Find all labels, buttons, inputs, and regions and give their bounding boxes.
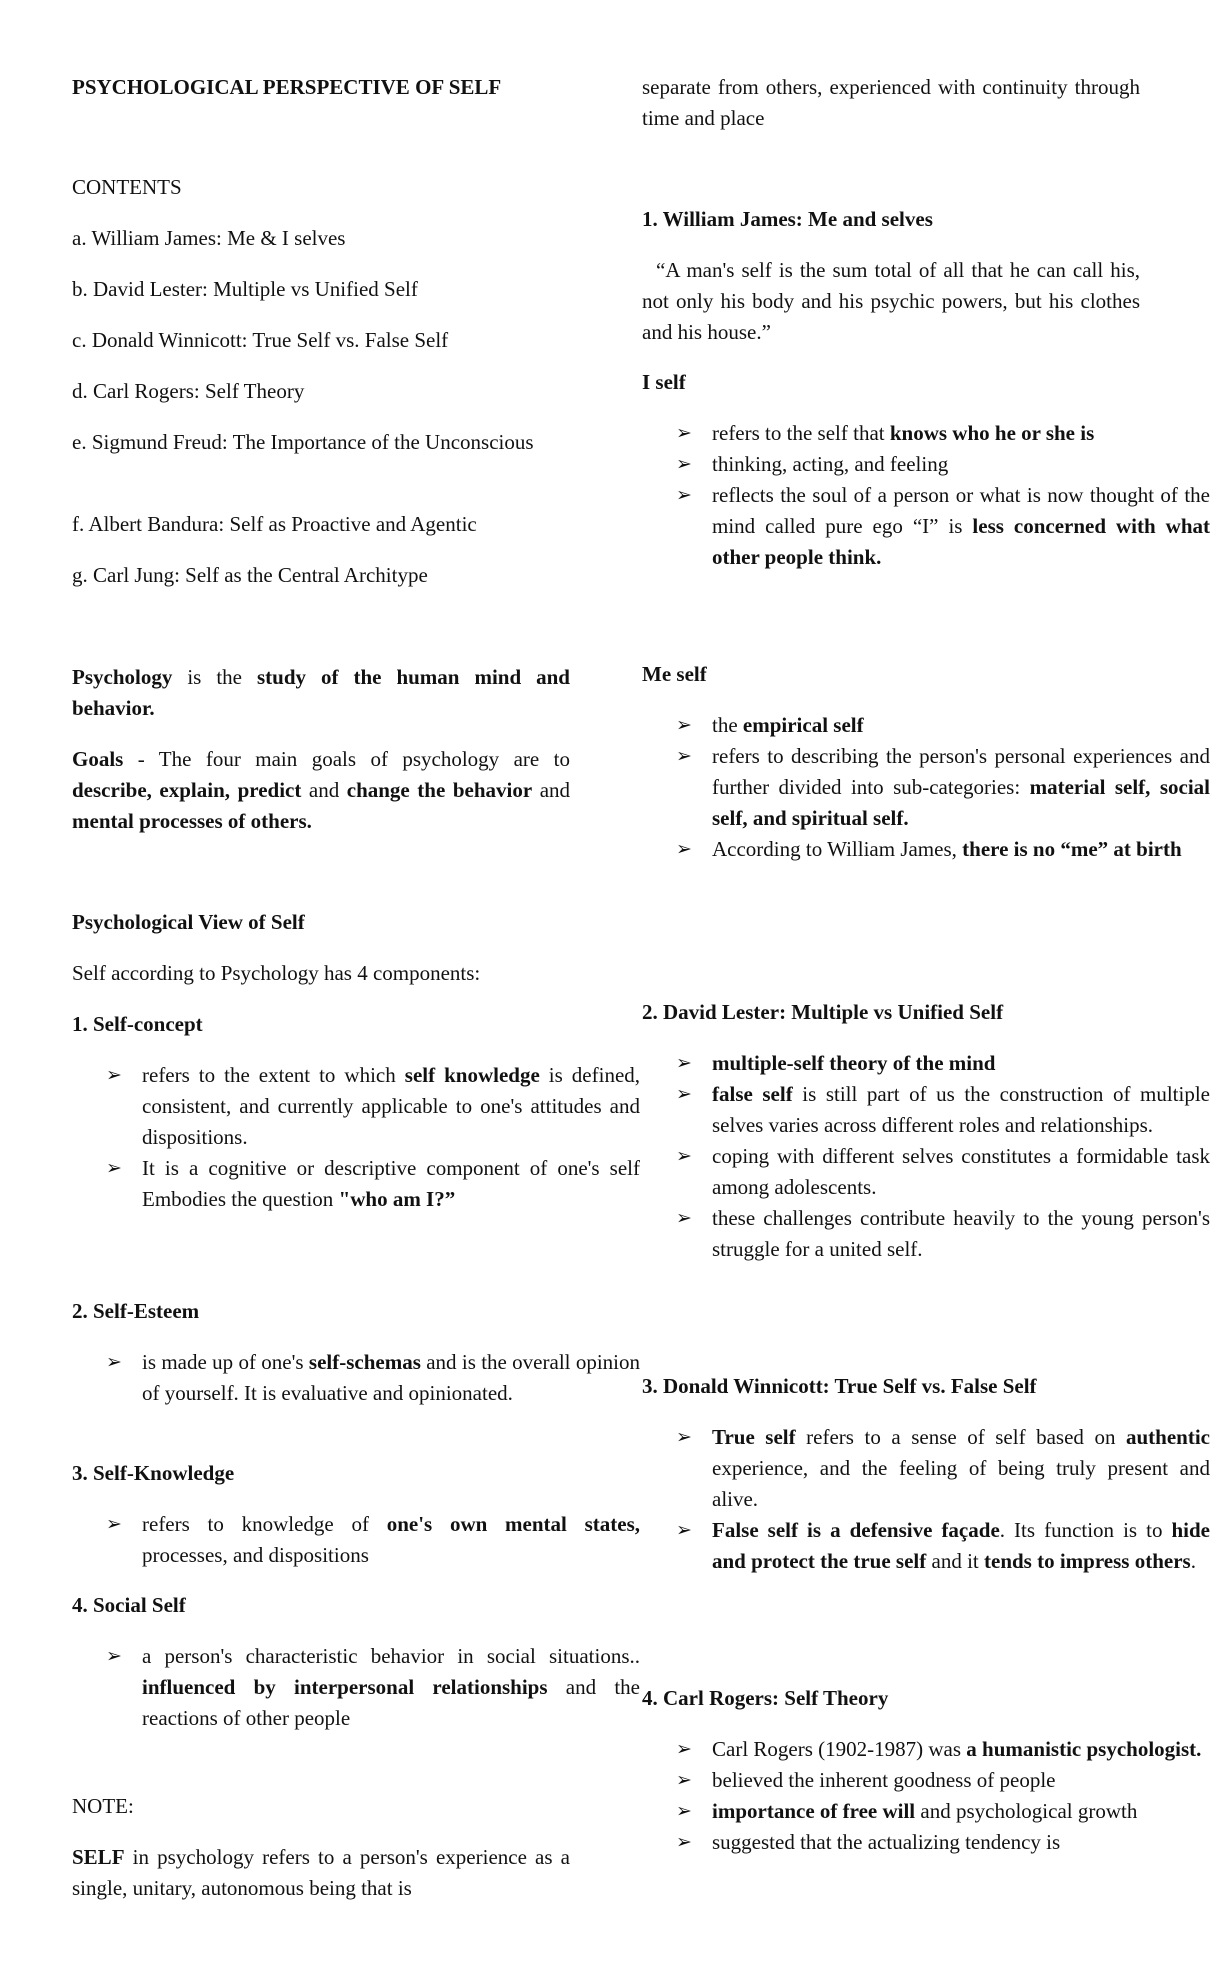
- arrow-bullet-icon: ➢: [676, 1831, 692, 1853]
- list-item: ➢ thinking, acting, and feeling: [712, 449, 1210, 480]
- subsection-heading: 1. Self-concept: [72, 1012, 203, 1036]
- list-item: ➢ According to William James, there is no “me” at birth: [712, 834, 1210, 865]
- arrow-bullet-icon: ➢: [676, 1738, 692, 1760]
- list-item: ➢ refers to knowledge of one's own mental states, processes, and dispositions: [142, 1509, 640, 1571]
- arrow-bullet-icon: ➢: [676, 714, 692, 736]
- contents-item: b. David Lester: Multiple vs Unified Self: [72, 277, 418, 301]
- arrow-bullet-icon: ➢: [676, 484, 692, 506]
- list-item: ➢ suggested that the actualizing tendency is: [712, 1827, 1210, 1858]
- list-item: ➢ Carl Rogers (1902-1987) was a humanistic psychologist.: [712, 1734, 1210, 1765]
- list-item: ➢ these challenges contribute heavily to the young person's struggle for a united self.: [712, 1203, 1210, 1265]
- subsection-heading: 4. Social Self: [72, 1593, 186, 1617]
- psychology-definition: Psychology is the study of the human mind and behavior.: [72, 665, 570, 720]
- arrow-bullet-icon: ➢: [106, 1157, 122, 1179]
- subsection-heading: Me self: [642, 662, 707, 686]
- arrow-bullet-icon: ➢: [676, 1800, 692, 1822]
- arrow-bullet-icon: ➢: [676, 1207, 692, 1229]
- list-item: ➢ It is a cognitive or descriptive component of one's self Embodies the question "who am I?”: [142, 1153, 640, 1215]
- arrow-bullet-icon: ➢: [676, 1519, 692, 1541]
- list-item: ➢ is made up of one's self-schemas and is the overall opinion of yourself. It is evaluative and opinionated.: [142, 1347, 640, 1409]
- bullet-list: [642, 710, 1210, 865]
- bullet-list: [72, 1060, 640, 1215]
- list-item: ➢ refers to describing the person's personal experiences and further divided into sub-categories: material self, social self, and spiritual self.: [712, 741, 1210, 834]
- arrow-bullet-icon: ➢: [106, 1064, 122, 1086]
- bullet-list: [72, 1509, 640, 1571]
- list-item: ➢ refers to the extent to which self knowledge is defined, consistent, and currently applicable to one's attitudes and dispositions.: [142, 1060, 640, 1153]
- psychology-goals: Goals - The four main goals of psychology are to describe, explain, predict and change the behavior and mental processes of others.: [72, 747, 571, 833]
- subsection-heading: 2. Self-Esteem: [72, 1299, 200, 1323]
- subsection-heading: I self: [642, 370, 686, 394]
- list-item: ➢ True self refers to a sense of self based on authentic experience, and the feeling of being truly present and alive.: [712, 1422, 1210, 1515]
- subsection-heading: 3. Self-Knowledge: [72, 1461, 235, 1485]
- contents-item: a. William James: Me & I selves: [72, 226, 346, 250]
- contents-item: e. Sigmund Freud: The Importance of the Unconscious: [72, 430, 534, 454]
- contents-item: f. Albert Bandura: Self as Proactive and Agentic: [72, 512, 477, 536]
- bullet-list: [642, 1048, 1210, 1265]
- william-james-quote: “A man's self is the sum total of all that he can call his, not only his body and his psychic powers, but his clothes and his house.”: [642, 258, 1140, 344]
- note-label: NOTE:: [72, 1794, 134, 1818]
- arrow-bullet-icon: ➢: [676, 1052, 692, 1074]
- list-item: ➢ coping with different selves constitutes a formidable task among adolescents.: [712, 1141, 1210, 1203]
- list-item: ➢ multiple-self theory of the mind: [712, 1048, 1210, 1079]
- paragraph: Self according to Psychology has 4 components:: [72, 961, 481, 985]
- continued-text: separate from others, experienced with continuity through time and place: [642, 75, 1140, 130]
- arrow-bullet-icon: ➢: [676, 745, 692, 767]
- contents-item: d. Carl Rogers: Self Theory: [72, 379, 305, 403]
- arrow-bullet-icon: ➢: [106, 1645, 122, 1667]
- arrow-bullet-icon: ➢: [106, 1351, 122, 1373]
- arrow-bullet-icon: ➢: [676, 422, 692, 444]
- contents-item: c. Donald Winnicott: True Self vs. False Self: [72, 328, 449, 352]
- bullet-list: [72, 1641, 640, 1734]
- arrow-bullet-icon: ➢: [676, 1426, 692, 1448]
- list-item: ➢ refers to the self that knows who he or she is: [712, 418, 1210, 449]
- arrow-bullet-icon: ➢: [106, 1513, 122, 1535]
- arrow-bullet-icon: ➢: [676, 1145, 692, 1167]
- list-item: ➢ reflects the soul of a person or what is now thought of the mind called pure ego “I” is less concerned with what other people think.: [712, 480, 1210, 573]
- document-title: PSYCHOLOGICAL PERSPECTIVE OF SELF: [72, 75, 502, 99]
- arrow-bullet-icon: ➢: [676, 1083, 692, 1105]
- arrow-bullet-icon: ➢: [676, 453, 692, 475]
- section-heading: Psychological View of Self: [72, 910, 305, 934]
- note-text: SELF in psychology refers to a person's experience as a single, unitary, autonomous being that is: [72, 1845, 570, 1900]
- arrow-bullet-icon: ➢: [676, 1769, 692, 1791]
- section-heading: 3. Donald Winnicott: True Self vs. False Self: [642, 1374, 1037, 1398]
- list-item: ➢ the empirical self: [712, 710, 1210, 741]
- section-heading: 4. Carl Rogers: Self Theory: [642, 1686, 889, 1710]
- contents-item: g. Carl Jung: Self as the Central Architype: [72, 563, 428, 587]
- bullet-list: [72, 1347, 640, 1409]
- bullet-list: [642, 1734, 1210, 1858]
- section-heading: 2. David Lester: Multiple vs Unified Self: [642, 1000, 1004, 1024]
- list-item: ➢ False self is a defensive façade. Its function is to hide and protect the true self and it tends to impress others.: [712, 1515, 1210, 1577]
- section-heading: 1. William James: Me and selves: [642, 207, 933, 231]
- list-item: ➢ a person's characteristic behavior in social situations.. influenced by interpersonal relationships and the reactions of other people: [142, 1641, 640, 1734]
- arrow-bullet-icon: ➢: [676, 838, 692, 860]
- list-item: ➢ believed the inherent goodness of people: [712, 1765, 1210, 1796]
- bullet-list: [642, 1422, 1210, 1577]
- list-item: ➢ false self is still part of us the construction of multiple selves varies across different roles and relationships.: [712, 1079, 1210, 1141]
- bullet-list: [642, 418, 1210, 573]
- list-item: ➢ importance of free will and psychological growth: [712, 1796, 1210, 1827]
- contents-heading: CONTENTS: [72, 175, 182, 199]
